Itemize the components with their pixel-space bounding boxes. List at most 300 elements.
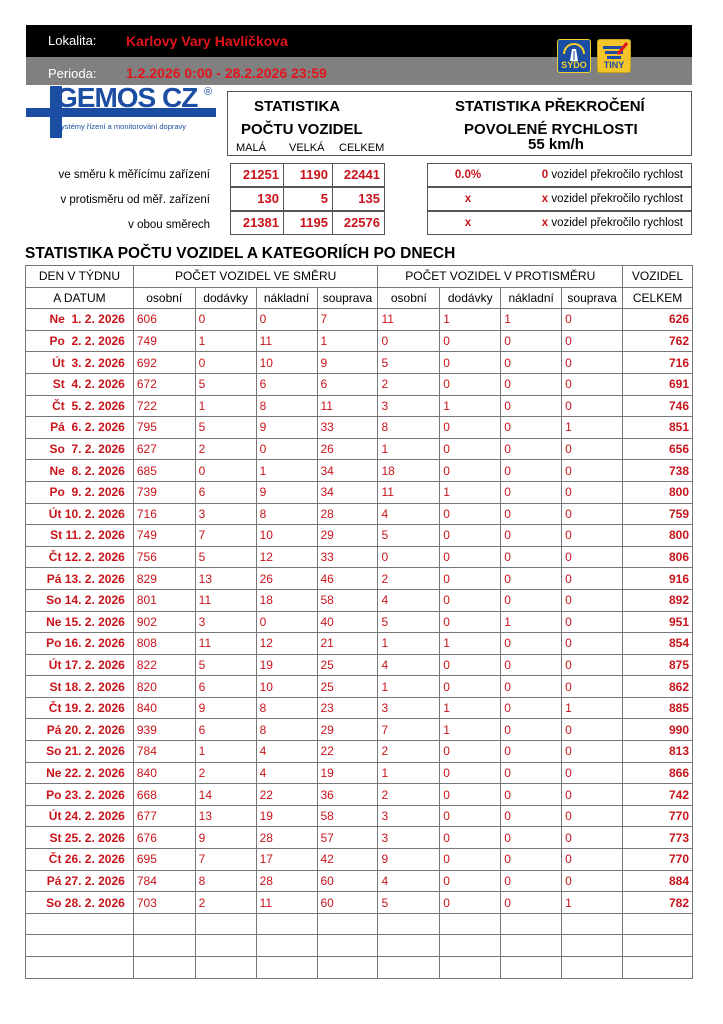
empty-cell — [256, 935, 317, 957]
count-cell: 7 — [317, 309, 378, 331]
day-cell: Čt 26. 2. 2026 — [26, 849, 134, 871]
total-cell: 916 — [623, 568, 693, 590]
count-cell: 829 — [133, 568, 195, 590]
total-cell: 626 — [623, 309, 693, 331]
count-cell: 2 — [378, 741, 440, 763]
table-row — [26, 309, 693, 331]
empty-row — [26, 913, 693, 935]
count-cell: 13 — [195, 805, 256, 827]
table-row — [26, 546, 693, 568]
total-cell: 862 — [623, 676, 693, 698]
count-cell: 722 — [133, 395, 195, 417]
count-cell: 840 — [133, 697, 195, 719]
count-title-2: POČTU VOZIDEL — [241, 121, 363, 138]
table-row — [26, 784, 693, 806]
location-value: Karlovy Vary Havlíčkova — [126, 33, 288, 49]
count-cell: 0 — [562, 503, 623, 525]
speed-summary — [427, 187, 692, 211]
total-cell: 800 — [623, 525, 693, 547]
count-cell: 4 — [378, 870, 440, 892]
empty-cell — [195, 913, 256, 935]
empty-cell — [195, 957, 256, 979]
count-cell: 0 — [440, 827, 501, 849]
day-header-2: A DATUM — [26, 287, 134, 309]
count-cell: 676 — [133, 827, 195, 849]
day-cell: Čt 5. 2. 2026 — [26, 395, 134, 417]
count-cell: 0 — [195, 309, 256, 331]
count-cell: 33 — [317, 417, 378, 439]
count-cell: 0 — [562, 546, 623, 568]
table-row — [26, 481, 693, 503]
count-cell: 1 — [256, 460, 317, 482]
count-cell: 5 — [195, 654, 256, 676]
count-cell: 2 — [378, 784, 440, 806]
speed-title-1: STATISTIKA PŘEKROČENÍ — [455, 98, 645, 115]
table-row — [26, 870, 693, 892]
total-cell: 854 — [623, 633, 693, 655]
count-cell: 5 — [378, 525, 440, 547]
count-cell: 10 — [256, 525, 317, 547]
total-cell: 762 — [623, 330, 693, 352]
count-cell: 0 — [562, 827, 623, 849]
count-cell: 6 — [195, 676, 256, 698]
location-bar — [26, 25, 692, 57]
total-cell: 770 — [623, 805, 693, 827]
count-cell: 2 — [378, 568, 440, 590]
total-header-1: VOZIDEL — [623, 266, 693, 288]
subcol-header: dodávky — [440, 287, 501, 309]
count-cell: 0 — [256, 611, 317, 633]
speed-count: x — [541, 193, 549, 205]
count-cell: 0 — [562, 589, 623, 611]
speed-desc: vozidel překročilo rychlost — [551, 193, 683, 205]
day-cell: Ne 8. 2. 2026 — [26, 460, 134, 482]
count-cell: 33 — [317, 546, 378, 568]
day-cell: Út 3. 2. 2026 — [26, 352, 134, 374]
day-cell: Pá 6. 2. 2026 — [26, 417, 134, 439]
count-cell: 3 — [378, 395, 440, 417]
count-cell: 0 — [440, 417, 501, 439]
count-cell: 0 — [501, 762, 562, 784]
header-row — [26, 266, 693, 288]
count-cell: 0 — [562, 395, 623, 417]
count-cell: 0 — [501, 373, 562, 395]
count-cell: 0 — [440, 849, 501, 871]
count-cell: 0 — [440, 654, 501, 676]
day-cell: Po 9. 2. 2026 — [26, 481, 134, 503]
table-row — [26, 805, 693, 827]
count-cell: 26 — [317, 438, 378, 460]
summary-large: 5 — [283, 187, 333, 211]
count-cell: 0 — [562, 784, 623, 806]
count-cell: 677 — [133, 805, 195, 827]
count-cell: 9 — [256, 417, 317, 439]
registered-mark: ® — [204, 86, 213, 98]
count-cell: 1 — [440, 481, 501, 503]
count-cell: 1 — [440, 309, 501, 331]
total-cell: 759 — [623, 503, 693, 525]
count-cell: 0 — [501, 633, 562, 655]
count-cell: 0 — [195, 352, 256, 374]
empty-cell — [623, 957, 693, 979]
count-cell: 5 — [195, 373, 256, 395]
table-row — [26, 611, 693, 633]
count-cell: 808 — [133, 633, 195, 655]
count-cell: 28 — [256, 870, 317, 892]
count-cell: 716 — [133, 503, 195, 525]
total-cell: 892 — [623, 589, 693, 611]
count-cell: 19 — [317, 762, 378, 784]
count-cell: 627 — [133, 438, 195, 460]
day-cell: So 7. 2. 2026 — [26, 438, 134, 460]
tiny-logo — [597, 39, 631, 73]
count-cell: 0 — [562, 438, 623, 460]
count-cell: 1 — [562, 417, 623, 439]
count-cell: 0 — [501, 460, 562, 482]
empty-cell — [501, 957, 562, 979]
day-cell: Po 23. 2. 2026 — [26, 784, 134, 806]
count-cell: 0 — [501, 568, 562, 590]
count-cell: 0 — [562, 741, 623, 763]
section-title: STATISTIKA POČTU VOZIDEL A KATEGORIÍCH PO DNECH — [25, 245, 456, 262]
empty-cell — [195, 935, 256, 957]
count-cell: 60 — [317, 892, 378, 914]
count-cell: 1 — [440, 395, 501, 417]
count-cell: 0 — [440, 805, 501, 827]
empty-cell — [378, 957, 440, 979]
summary-total: 22441 — [332, 163, 385, 187]
count-cell: 22 — [256, 784, 317, 806]
count-cell: 0 — [562, 481, 623, 503]
subcol-header: nákladní — [256, 287, 317, 309]
total-cell: 806 — [623, 546, 693, 568]
location-label: Lokalita: — [48, 33, 97, 48]
count-cell: 820 — [133, 676, 195, 698]
count-cell: 60 — [317, 870, 378, 892]
count-cell: 58 — [317, 589, 378, 611]
count-cell: 11 — [256, 330, 317, 352]
count-cell: 5 — [378, 611, 440, 633]
subcol-header: nákladní — [501, 287, 562, 309]
count-cell: 0 — [440, 741, 501, 763]
count-cell: 0 — [440, 892, 501, 914]
count-cell: 28 — [317, 503, 378, 525]
total-cell: 716 — [623, 352, 693, 374]
summary-large: 1190 — [283, 163, 333, 187]
count-cell: 1 — [195, 395, 256, 417]
table-row — [26, 676, 693, 698]
count-cell: 0 — [501, 352, 562, 374]
table-row — [26, 460, 693, 482]
count-cell: 0 — [440, 460, 501, 482]
empty-cell — [133, 957, 195, 979]
table-row — [26, 525, 693, 547]
empty-cell — [440, 913, 501, 935]
count-cell: 34 — [317, 481, 378, 503]
count-cell: 6 — [195, 719, 256, 741]
count-cell: 11 — [195, 633, 256, 655]
day-cell: So 21. 2. 2026 — [26, 741, 134, 763]
count-cell: 0 — [440, 373, 501, 395]
count-cell: 11 — [195, 589, 256, 611]
count-cell: 0 — [501, 849, 562, 871]
period-value: 1.2.2026 0:00 - 28.2.2026 23:59 — [126, 65, 327, 81]
count-cell: 0 — [440, 870, 501, 892]
count-cell: 2 — [195, 762, 256, 784]
count-cell: 11 — [317, 395, 378, 417]
count-cell: 939 — [133, 719, 195, 741]
empty-cell — [562, 935, 623, 957]
count-cell: 58 — [317, 805, 378, 827]
empty-cell — [440, 935, 501, 957]
count-cell: 703 — [133, 892, 195, 914]
count-cell: 1 — [317, 330, 378, 352]
empty-cell — [501, 913, 562, 935]
count-cell: 0 — [440, 546, 501, 568]
count-cell: 42 — [317, 849, 378, 871]
count-cell: 0 — [562, 330, 623, 352]
subcol-header: osobní — [378, 287, 440, 309]
count-cell: 1 — [440, 633, 501, 655]
day-cell: Út 10. 2. 2026 — [26, 503, 134, 525]
count-cell: 36 — [317, 784, 378, 806]
count-cell: 0 — [440, 568, 501, 590]
total-cell: 656 — [623, 438, 693, 460]
total-cell: 885 — [623, 697, 693, 719]
table-row — [26, 654, 693, 676]
count-cell: 0 — [562, 870, 623, 892]
count-cell: 6 — [317, 373, 378, 395]
day-cell: So 28. 2. 2026 — [26, 892, 134, 914]
count-cell: 5 — [378, 892, 440, 914]
count-cell: 7 — [378, 719, 440, 741]
count-cell: 10 — [256, 676, 317, 698]
total-cell: 990 — [623, 719, 693, 741]
count-cell: 749 — [133, 330, 195, 352]
count-cell: 40 — [317, 611, 378, 633]
count-cell: 22 — [317, 741, 378, 763]
speed-text — [542, 217, 683, 229]
company-name: GEMOS CZ — [56, 82, 198, 113]
count-cell: 0 — [440, 784, 501, 806]
count-cell: 26 — [256, 568, 317, 590]
speed-desc: vozidel překročilo rychlost — [551, 169, 683, 181]
total-cell: 738 — [623, 460, 693, 482]
count-cell: 0 — [440, 330, 501, 352]
day-cell: Po 16. 2. 2026 — [26, 633, 134, 655]
table-row — [26, 633, 693, 655]
count-cell: 3 — [378, 697, 440, 719]
count-cell: 0 — [501, 741, 562, 763]
day-cell: Čt 12. 2. 2026 — [26, 546, 134, 568]
count-cell: 606 — [133, 309, 195, 331]
speed-text — [542, 169, 683, 181]
gemos-logo — [26, 82, 226, 138]
empty-cell — [501, 935, 562, 957]
daily-table — [25, 265, 693, 979]
count-cell: 695 — [133, 849, 195, 871]
count-cell: 46 — [317, 568, 378, 590]
count-cell: 11 — [256, 892, 317, 914]
count-cell: 1 — [195, 330, 256, 352]
count-cell: 14 — [195, 784, 256, 806]
summary-small: 21251 — [230, 163, 284, 187]
document-pen-icon — [598, 40, 630, 62]
total-cell: 742 — [623, 784, 693, 806]
empty-cell — [562, 913, 623, 935]
count-cell: 0 — [562, 633, 623, 655]
table-row — [26, 892, 693, 914]
count-cell: 11 — [378, 481, 440, 503]
count-cell: 2 — [195, 438, 256, 460]
count-cell: 840 — [133, 762, 195, 784]
count-cell: 0 — [501, 589, 562, 611]
count-cell: 0 — [501, 870, 562, 892]
day-cell: St 18. 2. 2026 — [26, 676, 134, 698]
count-cell: 1 — [440, 697, 501, 719]
count-cell: 0 — [501, 654, 562, 676]
count-cell: 29 — [317, 719, 378, 741]
count-cell: 0 — [562, 373, 623, 395]
speed-count: 0 — [541, 169, 549, 181]
table-row — [26, 849, 693, 871]
count-cell: 668 — [133, 784, 195, 806]
period-label: Perioda: — [48, 66, 97, 81]
count-cell: 1 — [195, 741, 256, 763]
count-cell: 25 — [317, 654, 378, 676]
count-cell: 19 — [256, 654, 317, 676]
count-cell: 0 — [501, 481, 562, 503]
col-small-label: MALÁ — [236, 142, 266, 154]
total-cell: 773 — [623, 827, 693, 849]
speed-pct: x — [464, 217, 472, 229]
day-cell: Út 24. 2. 2026 — [26, 805, 134, 827]
empty-cell — [562, 957, 623, 979]
period-bar — [26, 57, 692, 85]
count-cell: 57 — [317, 827, 378, 849]
count-cell: 0 — [440, 525, 501, 547]
count-cell: 1 — [378, 438, 440, 460]
count-cell: 0 — [501, 417, 562, 439]
count-cell: 0 — [440, 611, 501, 633]
subcol-header: souprava — [562, 287, 623, 309]
table-row — [26, 330, 693, 352]
table-row — [26, 827, 693, 849]
table-row — [26, 503, 693, 525]
day-cell: Pá 13. 2. 2026 — [26, 568, 134, 590]
day-cell: Pá 27. 2. 2026 — [26, 870, 134, 892]
count-cell: 0 — [562, 762, 623, 784]
empty-cell — [256, 957, 317, 979]
total-cell: 866 — [623, 762, 693, 784]
count-cell: 4 — [256, 741, 317, 763]
speed-summary — [427, 163, 692, 187]
count-cell: 1 — [378, 633, 440, 655]
speed-summary — [427, 211, 692, 235]
day-cell: Ne 15. 2. 2026 — [26, 611, 134, 633]
count-cell: 4 — [378, 654, 440, 676]
stats-header-box — [227, 91, 692, 156]
count-cell: 12 — [256, 633, 317, 655]
tiny-text: TINY — [603, 60, 625, 70]
count-cell: 756 — [133, 546, 195, 568]
summary-row-label: v obou směrech — [128, 219, 210, 231]
count-cell: 2 — [378, 373, 440, 395]
count-cell: 0 — [440, 676, 501, 698]
count-cell: 0 — [562, 460, 623, 482]
count-cell: 5 — [195, 417, 256, 439]
sydo-logo — [557, 39, 591, 73]
total-cell: 782 — [623, 892, 693, 914]
count-cell: 795 — [133, 417, 195, 439]
day-header-1: DEN V TÝDNU — [26, 266, 134, 288]
count-cell: 784 — [133, 741, 195, 763]
count-cell: 11 — [378, 309, 440, 331]
group-header-opposite: POČET VOZIDEL V PROTISMĚRU — [378, 266, 623, 288]
table-row — [26, 697, 693, 719]
summary-total: 135 — [332, 187, 385, 211]
subcol-header: dodávky — [195, 287, 256, 309]
total-cell: 851 — [623, 417, 693, 439]
count-cell: 685 — [133, 460, 195, 482]
count-cell: 1 — [501, 611, 562, 633]
col-large-label: VELKÁ — [289, 142, 325, 154]
count-cell: 0 — [501, 719, 562, 741]
table-row — [26, 417, 693, 439]
subheader-row — [26, 287, 693, 309]
count-cell: 8 — [256, 719, 317, 741]
count-cell: 0 — [440, 762, 501, 784]
count-cell: 34 — [317, 460, 378, 482]
count-cell: 0 — [195, 460, 256, 482]
count-cell: 0 — [440, 352, 501, 374]
summary-small: 21381 — [230, 211, 284, 235]
col-total-label: CELKEM — [339, 142, 385, 154]
count-cell: 7 — [195, 525, 256, 547]
day-cell: St 25. 2. 2026 — [26, 827, 134, 849]
count-cell: 0 — [440, 589, 501, 611]
count-cell: 0 — [562, 352, 623, 374]
count-cell: 749 — [133, 525, 195, 547]
group-header-direction: POČET VOZIDEL VE SMĚRU — [133, 266, 378, 288]
total-cell: 813 — [623, 741, 693, 763]
summary-row-label: v protisměru od měř. zařízení — [60, 194, 210, 206]
empty-cell — [378, 913, 440, 935]
count-cell: 9 — [195, 697, 256, 719]
count-cell: 18 — [256, 589, 317, 611]
empty-cell — [440, 957, 501, 979]
count-cell: 672 — [133, 373, 195, 395]
count-cell: 4 — [256, 762, 317, 784]
total-cell: 951 — [623, 611, 693, 633]
table-row — [26, 395, 693, 417]
table-row — [26, 352, 693, 374]
count-cell: 4 — [378, 589, 440, 611]
day-cell: So 14. 2. 2026 — [26, 589, 134, 611]
subcol-header: souprava — [317, 287, 378, 309]
count-cell: 8 — [256, 395, 317, 417]
empty-cell — [133, 935, 195, 957]
company-tagline: Systémy řízení a monitorování dopravy — [56, 122, 187, 131]
speed-count: x — [541, 217, 549, 229]
count-cell: 0 — [501, 330, 562, 352]
count-cell: 18 — [378, 460, 440, 482]
count-cell: 0 — [256, 309, 317, 331]
empty-row — [26, 957, 693, 979]
count-cell: 784 — [133, 870, 195, 892]
empty-cell — [26, 935, 134, 957]
count-cell: 0 — [378, 546, 440, 568]
